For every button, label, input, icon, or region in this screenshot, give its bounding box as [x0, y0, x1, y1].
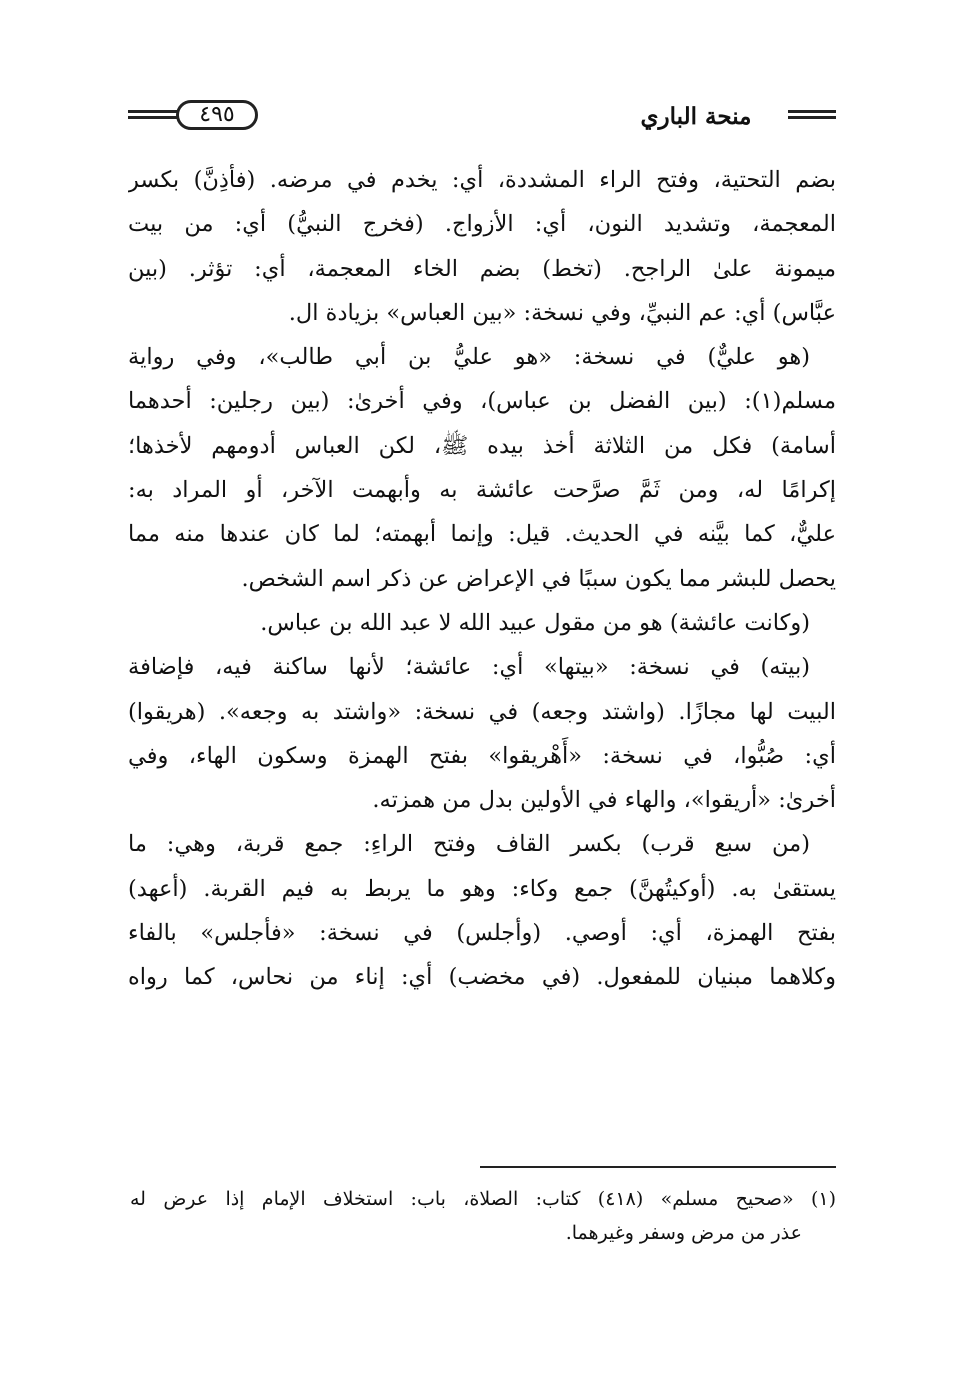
paragraph: [128, 601, 836, 645]
text-line: بفتح الهمزة، أي: أوصي. (وأجلس) في نسخة: «فأجلس» بالفاء: [128, 920, 836, 947]
text-line: عبَّاس) أي: عم النبيِّ، وفي نسخة: «بين العباس» بزيادة ال.: [288, 299, 836, 326]
footnote: [130, 1182, 836, 1250]
header-ornament-left: [128, 110, 178, 124]
footnote-separator: [480, 1166, 836, 1168]
text-line: إكرامًا له، ومن ثَمَّ صرَّحت عائشة به وأبهمت الآخر، أو المراد به:: [128, 477, 836, 504]
text-line: يستقىٰ به. (أوكيتُهنَّ) جمع وكاء: وهو ما يربط به فيم القربة. (أعهد): [128, 875, 836, 902]
text-line: المعجمة، وتشديد النون، أي: الأزواج. (فخرج النبيُّ) أي: من بيت: [128, 211, 836, 238]
text-line: أسامة) فكل من الثلاثة أخذ بيده ﷺ، لكن العباس أدومهم لأخذها؛: [128, 432, 836, 459]
text-line: مسلم(١): (بين الفضل بن عباس)، وفي أخرىٰ: (بين رجلين: أحدهما: [128, 388, 836, 415]
footnote-line: (١) «صحيح مسلم» (٤١٨) كتاب: الصلاة، باب: استخلاف الإمام إذا عرض له: [130, 1188, 836, 1210]
paragraph: [128, 822, 836, 999]
running-title: منحة الباري: [640, 103, 752, 130]
text-line: وكلاهما مبنيان للمفعول. (في مخضب) أي: إناء من نحاس، كما رواه: [128, 964, 836, 991]
paragraph: [128, 158, 836, 335]
footnote-line: عذر من مرض وسفر وغيرهما.: [565, 1222, 802, 1244]
page-number: ٤٩٥: [176, 100, 258, 130]
text-line: بضم التحتية، وفتح الراء المشددة، أي: يخدم في مرضه. (فأذِنَّ) بكسر: [128, 167, 836, 193]
text-line: أخرىٰ: «أريقوا»، والهاء في الأولين بدل من همزته.: [372, 787, 836, 814]
text-line: البيت لها مجازًا. (واشتد وجعه) في نسخة: «واشتد به وجعه». (هريقوا): [128, 698, 836, 725]
text-line: (هو عليٌّ) في نسخة: «هو عليُّ بن أبي طالب»، وفي رواية: [128, 344, 810, 371]
paragraph: [128, 335, 836, 601]
main-text: [128, 158, 836, 1000]
text-line: (بيته) في نسخة: «بيتها» أي: عائشة؛ لأنها ساكنة فيه، فإضافة: [128, 654, 810, 681]
header-ornament-right: [788, 110, 836, 124]
text-line: (من سبع قرب) بكسر القاف وفتح الراءِ: جمع قربة، وهي: ما: [128, 831, 810, 858]
text-line: ميمونة علىٰ الراجح. (تخط) بضم الخاء المعجمة، أي: تؤثر. (بين: [128, 255, 836, 282]
text-line: عليٌّ، كما بيَّنه في الحديث. قيل: وإنما أبهمته؛ لما كان عندها منه مما: [128, 521, 836, 548]
text-line: أي: صُبُّوا، في نسخة: «أَهْريقوا» بفتح الهمزة وسكون الهاء، وفي: [128, 742, 836, 769]
paragraph: [128, 645, 836, 822]
text-line: (وكانت عائشة) هو من مقول عبيد الله لا عبد الله بن عباس.: [260, 609, 810, 636]
text-line: يحصل للبشر مما يكون سببًا في الإعراض عن ذكر اسم الشخص.: [241, 565, 836, 592]
